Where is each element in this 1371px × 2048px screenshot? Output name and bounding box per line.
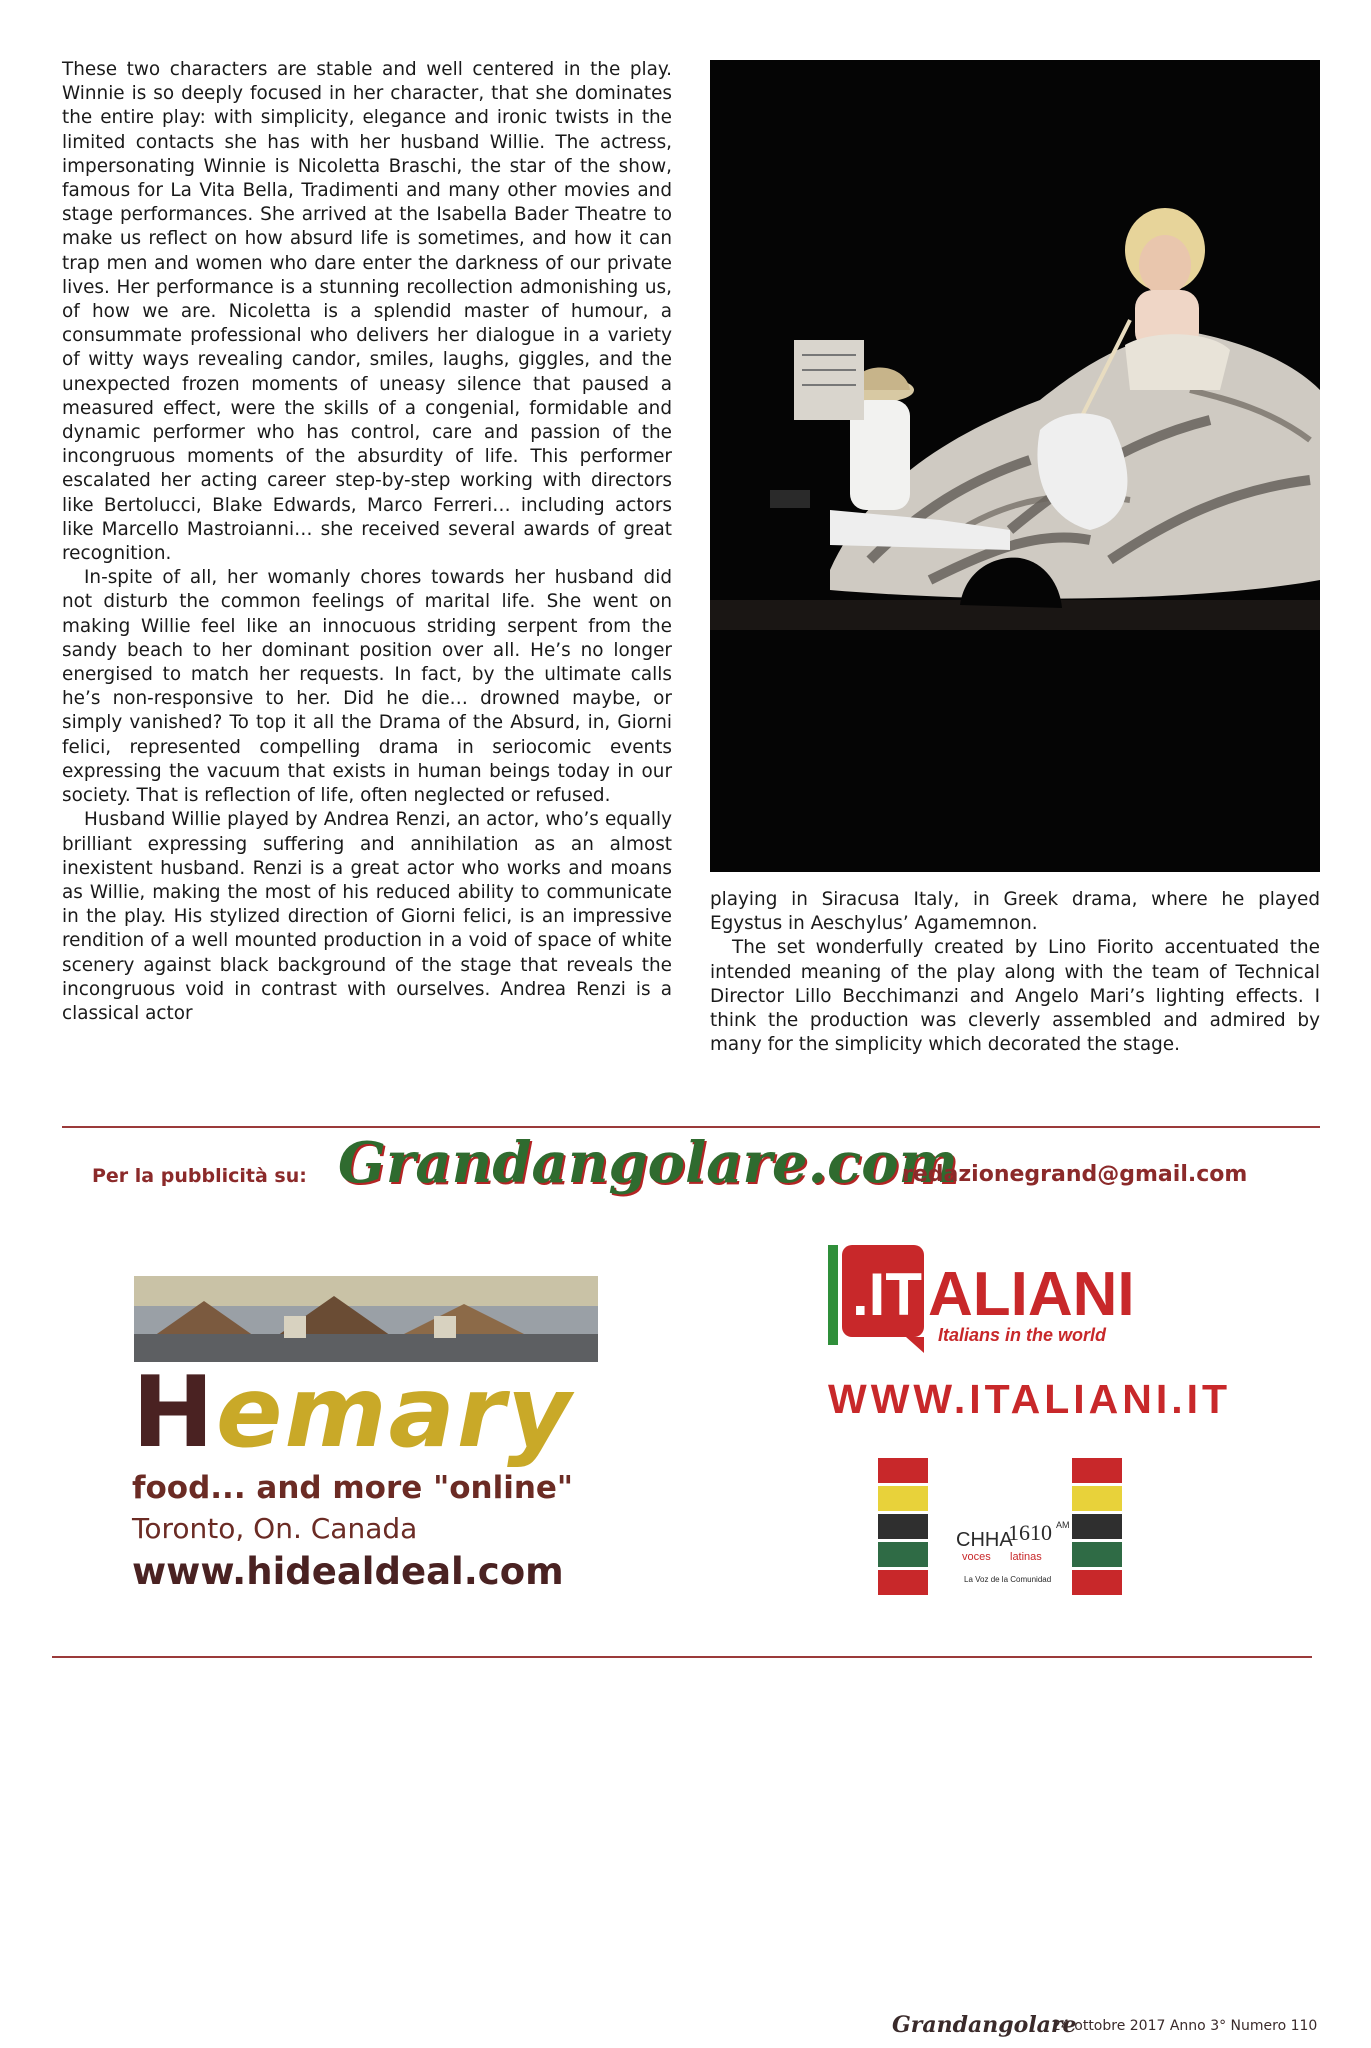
article-right-column — [710, 888, 1320, 1057]
radio-motto: La Voz de la Comunidad — [964, 1575, 1052, 1584]
promo-email[interactable]: redazionegrand@gmail.com — [902, 1162, 1248, 1187]
article-paragraph: Husband Willie played by Andrea Renzi, an actor, who’s equally brilliant expressing suffering and annihilation as an almost inexistent husband. Renzi is a great actor who works and moans as Willie, making the most of his reduced ability to communicate in the play. His stylized direction of Giorni felici, is an impressive rendition of a well mounted production in a void of space of white scenery against black background of the stage that reveals the incongruous void in contrast with ourselves. Andrea Renzi is a classical actor — [62, 809, 672, 1024]
radio-voces: voces — [962, 1551, 991, 1563]
article-paragraph: The set wonderfully created by Lino Fiorito accentuated the intended meaning of the play along with the team of Technical Director Lillo Becchimanzi and Angelo Mari’s lighting effects. I think the production was cleverly assembled and admired by many for the simplicity which decorated the stage. — [710, 937, 1320, 1056]
footer-issue: 24 ottobre 2017 Anno 3° Numero 110 — [1052, 2018, 1318, 2034]
article-left-column — [62, 58, 672, 1026]
article-paragraph: In-spite of all, her womanly chores towards her husband did not disturb the common feelings of marital life. She went on making Willie feel like an innocuous striding serpent from the sandy beach to her dominant position over all. He’s no longer energised to match her requests. In fact, by the ultimate calls he’s non-responsive to her. Did he die… drowned maybe, or simply vanished? To top it all the Drama of the Absurd, in, Giorni felici, represented compelling drama in seriocomic events expressing the vacuum that exists in human beings today in our society. That is reflection of life, often neglected or refused. — [62, 567, 672, 807]
italiani-logo-rest: ALIANI — [928, 1260, 1135, 1329]
footer-brand: Grandangolare — [892, 2012, 1077, 2038]
hemary-logo-rest: emary — [216, 1356, 573, 1470]
promo-label: Per la pubblicità su: — [92, 1165, 307, 1187]
stage-photo-illustration — [710, 60, 1320, 872]
italiani-url[interactable]: WWW.ITALIANI.IT — [828, 1376, 1232, 1422]
radio-pixel-border-right — [1072, 1458, 1122, 1595]
italiani-logo-it: .IT — [852, 1261, 922, 1328]
hemary-rooftop-image — [134, 1276, 598, 1362]
italiani-logo[interactable] — [828, 1243, 1164, 1353]
bottom-divider — [52, 1656, 1312, 1658]
stage-photo — [710, 60, 1320, 872]
radio-frequency: 1610 — [1008, 1520, 1052, 1545]
hemary-tagline: food... and more "online" — [132, 1470, 574, 1506]
top-divider — [62, 1126, 1320, 1128]
hemary-logo[interactable] — [132, 1356, 573, 1470]
radio-call-sign: CHHA — [956, 1529, 1013, 1551]
radio-latinas: latinas — [1010, 1551, 1042, 1563]
radio-pixel-border-left — [878, 1458, 928, 1595]
radio-am: AM — [1056, 1520, 1070, 1530]
italiani-subtitle: Italians in the world — [938, 1325, 1107, 1345]
article-paragraph: These two characters are stable and well centered in the play. Winnie is so deeply focused in her character, that she dominates the entire play: with simplicity, elegance and ironic twists in the limited contacts she has with her husband Willie. The actress, impersonating Winnie is Nicoletta Braschi, the star of the show, famous for La Vita Bella, Tradimenti and many other movies and stage performances. She arrived at the Isabella Bader Theatre to make us reflect on how absurd life is sometimes, and how it can trap men and women who dare enter the darkness of our private lives. Her performance is a stunning recollection admonishing us, of how we are. Nicoletta is a splendid master of humour, a consummate professional who delivers her dialogue in a variety of witty ways revealing candor, smiles, laughs, giggles, and the unexpected frozen moments of uneasy silence that paused a measured effect, were the skills of a congenial, formidable and dynamic performer who has control, care and passion of the incongruous moments of the absurdity of life. This performer escalated her acting career step-by-step working with directors like Bertolucci, Blake Edwards, Marco Ferreri… including actors like Marcello Mastroianni… she received several awards of great recognition. — [62, 59, 672, 565]
radio-voces-latinas-ad[interactable] — [878, 1458, 1122, 1618]
hemary-url[interactable]: www.hidealdeal.com — [132, 1550, 564, 1593]
hemary-logo-first: H — [132, 1356, 217, 1470]
grandangolare-logo[interactable]: Grandangolare.com — [338, 1130, 958, 1196]
article-paragraph: playing in Siracusa Italy, in Greek drama, where he played Egystus in Aeschylus’ Agamemnon. — [710, 889, 1320, 935]
hemary-city: Toronto, On. Canada — [132, 1512, 418, 1545]
